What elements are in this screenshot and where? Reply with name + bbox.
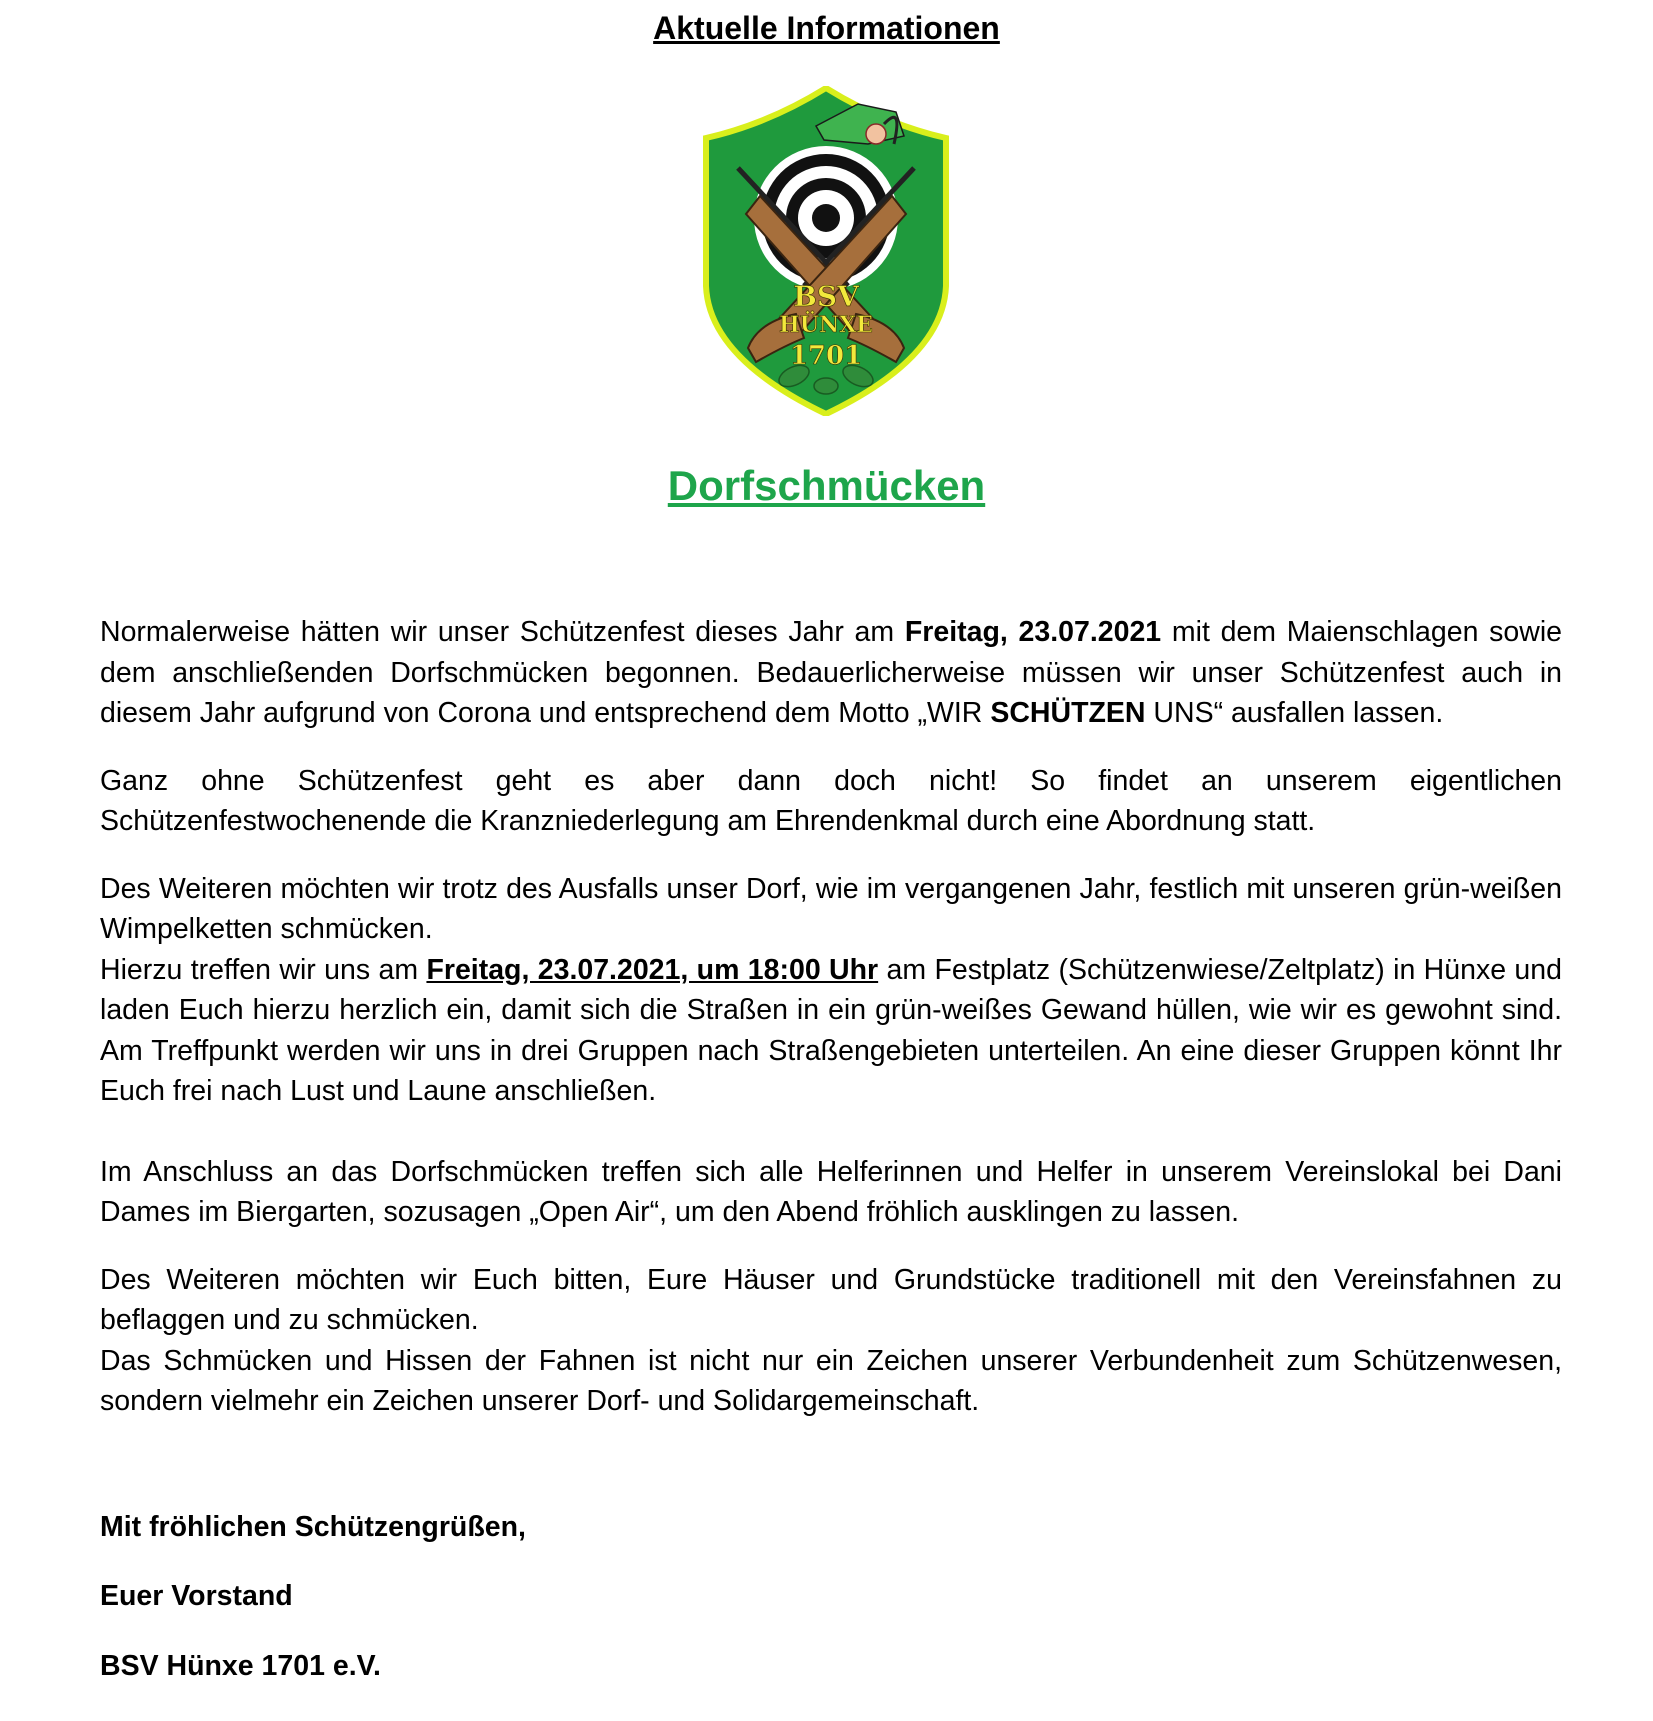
paragraph-3: Des Weiteren möchten wir trotz des Ausfalls unser Dorf, wie im vergangenen Jahr, festlich mit unseren grün-weißen Wimpelketten schmücken. xyxy=(100,872,1562,945)
meeting-time-highlight: Freitag, 23.07.2021, um 18:00 Uhr xyxy=(426,953,879,986)
paragraph-7: Das Schmücken und Hissen der Fahnen ist nicht nur ein Zeichen unserer Verbundenheit zum Schützenwesen, sondern vielmehr ein Zeichen unserer Dorf- und Solidargemeinschaft. xyxy=(100,1344,1562,1417)
date-highlight: Freitag, 23.07.2021 xyxy=(904,616,1162,648)
logo-text-line3: 1701 xyxy=(789,341,863,371)
paragraph-5: Im Anschluss an das Dorfschmücken treffen sich alle Helferinnen und Helfer in unserem Vereinslokal bei Dani Dames im Biergarten, sozusagen „Open Air“, um den Abend fröhlich ausklingen zu lassen. xyxy=(100,1155,1562,1228)
letter-body xyxy=(100,612,1562,1686)
page-title: Aktuelle Informationen xyxy=(653,10,1000,46)
closing-greeting: Mit fröhlichen Schützengrüßen, xyxy=(100,1510,526,1543)
paragraph-1: Normalerweise hätten wir unser Schützenfest dieses Jahr am Freitag, 23.07.2021 mit dem Maienschlagen sowie dem anschließenden Dorfschmücken begonnen. Bedauerlicherweise müssen wir unser Schützenfest auch in diesem Jahr aufgrund von Corona und entsprechend dem Motto „WIR SCHÜTZEN UNS“ ausfallen lassen. xyxy=(100,616,1563,729)
closing-sender: Euer Vorstand xyxy=(100,1580,293,1612)
paragraph-6: Des Weiteren möchten wir Euch bitten, Eure Häuser und Grundstücke traditionell mit den Vereinsfahnen zu beflaggen und zu schmücken. xyxy=(100,1263,1562,1336)
section-title: Dorfschmücken xyxy=(667,462,986,509)
club-logo xyxy=(698,86,954,416)
logo-text-line2: HÜNXE xyxy=(779,312,873,338)
logo-text-line1: BSV xyxy=(793,280,859,313)
paragraph-4: Hierzu treffen wir uns am Freitag, 23.07.2021, um 18:00 Uhr am Festplatz (Schützenwiese/Zeltplatz) in Hünxe und laden Euch hierzu herzlich ein, damit sich die Straßen in ein grün-weißes Gewand hüllen, wie wir es gewohnt sind. Am Treffpunkt werden wir uns in drei Gruppen nach Straßengebieten unterteilen. An eine dieser Gruppen könnt Ihr Euch frei nach Lust und Laune anschließen. xyxy=(100,953,1562,1107)
closing-organization: BSV Hünxe 1701 e.V. xyxy=(100,1649,381,1682)
motto-highlight: SCHÜTZEN xyxy=(990,697,1146,729)
paragraph-2: Ganz ohne Schützenfest geht es aber dann doch nicht! So findet an unserem eigentlichen Schützenfestwochenende die Kranzniederlegung am Ehrendenkmal durch eine Abordnung statt. xyxy=(100,764,1562,837)
